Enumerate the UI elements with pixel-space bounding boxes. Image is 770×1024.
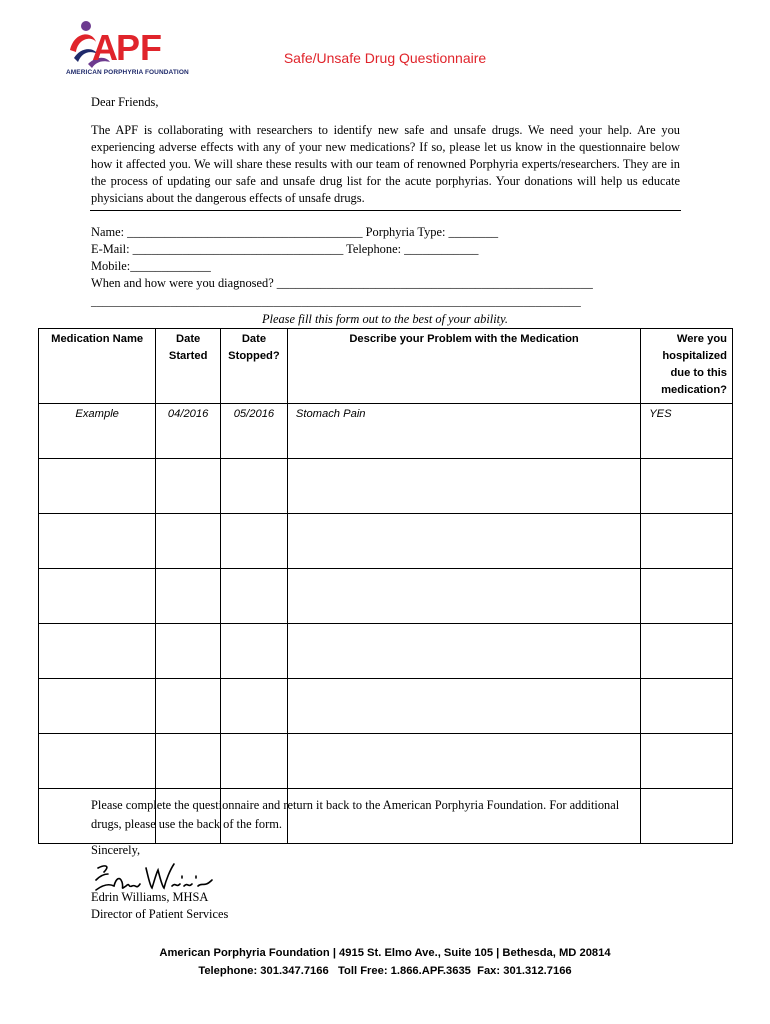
header-date-stopped-text: Date Stopped? xyxy=(228,333,280,362)
header-problem-description: Describe your Problem with the Medication xyxy=(287,329,640,404)
problem-cell[interactable] xyxy=(287,624,640,679)
signer-block xyxy=(91,889,228,923)
svg-text:F: F xyxy=(140,27,162,68)
example-row xyxy=(39,404,733,459)
date-stopped-cell[interactable] xyxy=(221,569,288,624)
example-problem: Stomach Pain xyxy=(287,404,640,459)
problem-cell[interactable] xyxy=(287,679,640,734)
problem-cell[interactable] xyxy=(287,569,640,624)
table-row[interactable] xyxy=(39,569,733,624)
date-stopped-cell[interactable] xyxy=(221,459,288,514)
footer xyxy=(0,944,770,980)
hospitalized-cell[interactable] xyxy=(641,514,733,569)
table-row[interactable] xyxy=(39,679,733,734)
header-date-started-text: Date Started xyxy=(168,333,208,362)
table-header-row xyxy=(39,329,733,404)
date-stopped-cell[interactable] xyxy=(221,679,288,734)
hospitalized-cell[interactable] xyxy=(641,734,733,789)
table-row[interactable] xyxy=(39,514,733,569)
mobile-field[interactable]: Mobile:_____________ xyxy=(91,259,211,273)
problem-cell[interactable] xyxy=(287,459,640,514)
medication-name-cell[interactable] xyxy=(39,569,156,624)
medication-name-cell[interactable] xyxy=(39,459,156,514)
header-medication-name: Medication Name xyxy=(39,329,156,404)
date-started-cell[interactable] xyxy=(156,679,221,734)
date-stopped-cell[interactable] xyxy=(221,624,288,679)
contact-fields xyxy=(91,224,593,292)
svg-text:P: P xyxy=(116,27,139,68)
sign-off: Sincerely, xyxy=(91,843,141,857)
date-started-cell[interactable] xyxy=(156,624,221,679)
closing-paragraph: Please complete the questionnaire and return it back to the American Porphyria Foundation. For additional drugs, please use the back of the form. xyxy=(91,798,620,831)
header-date-stopped xyxy=(221,329,288,404)
problem-cell[interactable] xyxy=(287,514,640,569)
medication-table xyxy=(38,328,733,844)
table-row[interactable] xyxy=(39,734,733,789)
example-medication-name: Example xyxy=(39,404,156,459)
example-date-started: 04/2016 xyxy=(156,404,221,459)
footer-contact: Telephone: 301.347.7166 Toll Free: 1.866.APF.3635 Fax: 301.312.7166 xyxy=(198,965,572,977)
signer-role: Director of Patient Services xyxy=(91,907,229,921)
name-field[interactable]: Name: ______________________________________ Porphyria Type: ________ xyxy=(91,225,499,239)
header-date-started xyxy=(156,329,221,404)
table-row[interactable] xyxy=(39,459,733,514)
intro-divider xyxy=(90,210,681,211)
table-row[interactable] xyxy=(39,624,733,679)
diagnosed-field[interactable]: When and how were you diagnosed? ___________________________________________________ xyxy=(91,276,593,290)
intro-paragraph: The APF is collaborating with researchers to identify new safe and unsafe drugs. We need your help. Are you experiencing adverse effects with any of your new medications? If so, please let us know in the questionnaire below how it affected you. We will share these results with our team of renowned Porphyria experts/researchers. They are in the process of updating our safe and unsafe drug list for the acute porphyrias. Your donations will help us educate physicians about the dangerous effects of unsafe drugs. xyxy=(91,123,680,205)
example-date-stopped: 05/2016 xyxy=(221,404,288,459)
greeting: Dear Friends, xyxy=(91,95,159,109)
medication-name-cell[interactable] xyxy=(39,679,156,734)
date-started-cell[interactable] xyxy=(156,514,221,569)
medication-name-cell[interactable] xyxy=(39,624,156,679)
hospitalized-cell[interactable] xyxy=(641,624,733,679)
hospitalized-cell[interactable] xyxy=(641,569,733,624)
svg-text:A: A xyxy=(92,27,116,68)
date-started-cell[interactable] xyxy=(156,734,221,789)
date-started-cell[interactable] xyxy=(156,569,221,624)
problem-cell[interactable] xyxy=(287,734,640,789)
header-hospitalized: Were you hospitalized due to this medication? xyxy=(641,329,733,404)
date-stopped-cell[interactable] xyxy=(221,734,288,789)
organization-name: AMERICAN PORPHYRIA FOUNDATION xyxy=(66,69,189,76)
email-field[interactable]: E-Mail: __________________________________ Telephone: ____________ xyxy=(91,242,479,256)
date-stopped-cell[interactable] xyxy=(221,514,288,569)
date-started-cell[interactable] xyxy=(156,459,221,514)
diagnosed-field-continuation[interactable]: ______________________________________________________________________________________ xyxy=(91,296,581,308)
form-instruction: Please fill this form out to the best of your ability. xyxy=(261,312,509,326)
hospitalized-cell[interactable] xyxy=(641,459,733,514)
hospitalized-cell[interactable] xyxy=(641,789,733,844)
medication-name-cell[interactable] xyxy=(39,734,156,789)
footer-address: American Porphyria Foundation | 4915 St. Elmo Ave., Suite 105 | Bethesda, MD 20814 xyxy=(159,947,611,959)
medication-name-cell[interactable] xyxy=(39,514,156,569)
example-hospitalized: YES xyxy=(641,404,733,459)
page-title: Safe/Unsafe Drug Questionnaire xyxy=(283,50,487,66)
hospitalized-cell[interactable] xyxy=(641,679,733,734)
signer-name: Edrin Williams, MHSA xyxy=(91,890,209,904)
